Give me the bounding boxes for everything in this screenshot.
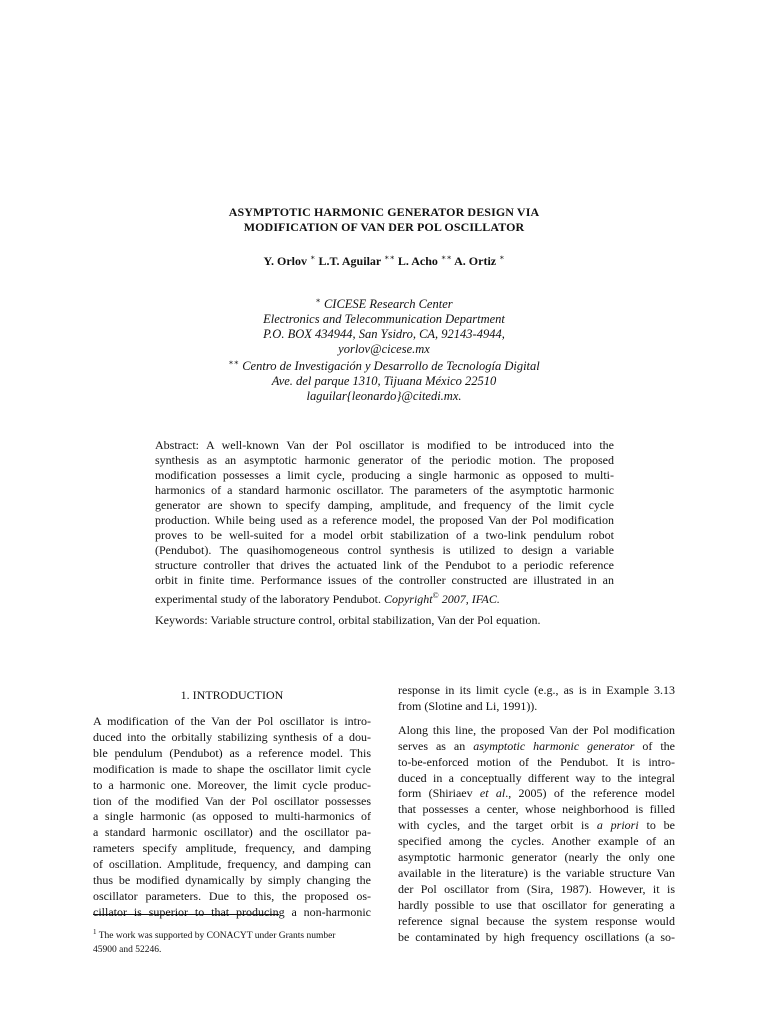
footnote-rule <box>93 914 279 915</box>
body-line: oscillator parameters. Due to this, the proposed os- <box>93 888 371 903</box>
body-line: tion of the modified Van der Pol oscillator possesses <box>93 793 371 808</box>
body-line: duced in a conceptually different way to the integral <box>398 770 675 785</box>
affiliation-text: Centro de Investigación y Desarrollo de Tecnología Digital <box>242 359 540 374</box>
body-line: der Pol oscillator from (Sira, 1987). However, it is <box>398 881 675 896</box>
abstract-line: Abstract: A well-known Van der Pol oscillator is modified to be introduced into the <box>155 438 614 452</box>
abstract-line <box>155 588 614 607</box>
body-line <box>398 818 675 834</box>
abstract-text: experimental study of the laboratory Pendubot. <box>155 592 384 606</box>
body-line: specified among the cycles. Another example of an <box>398 834 675 849</box>
body-line: thus be modified dynamically by simply changing the <box>93 873 371 888</box>
body-line: asymptotic harmonic generator (nearly the only one <box>398 850 675 865</box>
author-name: L.T. Aguilar <box>318 254 382 268</box>
emphasis-text: a priori <box>596 818 639 833</box>
affiliation-line: P.O. BOX 434944, San Ysidro, CA, 92143-4944, <box>263 326 505 341</box>
affiliation-line <box>0 294 768 312</box>
title-line: MODIFICATION OF VAN DER POL OSCILLATOR <box>243 220 525 234</box>
footnote-line: 45900 and 52246. <box>93 945 162 956</box>
body-line <box>398 739 675 755</box>
body-line: Along this line, the proposed Van der Pol modification <box>398 722 675 737</box>
body-line: that possesses a center, whose neighborhood is filled <box>398 802 675 817</box>
body-text: ., 2005) of the reference model <box>505 786 675 801</box>
right-column <box>398 683 675 946</box>
body-line: modification is made to shape the oscillator limit cycle <box>93 761 371 776</box>
footnote-text: The work was supported by CONACYT under Grants number <box>96 931 336 942</box>
body-line: ble pendulum (Pendubot) as a reference model. This <box>93 745 371 760</box>
body-text: to be <box>638 818 675 833</box>
paper-title <box>0 205 768 235</box>
body-line: reference signal because the system response would <box>398 913 675 928</box>
body-line: A modification of the Van der Pol oscillator is intro- <box>93 714 371 728</box>
body-line: of oscillation. Amplitude, frequency, and damping can <box>93 857 371 872</box>
author-mark: ∗∗ <box>440 253 452 262</box>
abstract-line: production. While being used as a reference model, the proposed Van der Pol modification <box>155 513 614 527</box>
body-line <box>398 786 675 802</box>
affiliation-line: Electronics and Telecommunication Department <box>263 311 505 326</box>
abstract-line: harmonics of a standard harmonic oscillator. The parameters of the asymptotic harmonic <box>155 483 614 497</box>
abstract-line: synthesis as an asymptotic harmonic generator of the periodic motion. The proposed <box>155 453 614 467</box>
author-mark: ∗ <box>499 253 505 262</box>
affiliation-mark: ∗ <box>315 296 321 305</box>
body-line: response in its limit cycle (e.g., as is in Example 3.13 <box>398 683 675 697</box>
abstract-line: generator are shown to specify damping, amplitude, and frequency of the limit cycle <box>155 498 614 512</box>
affiliation-text: CICESE Research Center <box>323 297 453 312</box>
section-heading: 1. INTRODUCTION <box>180 688 284 702</box>
author-name: Y. Orlov <box>263 254 307 268</box>
author-name: L. Acho <box>397 254 438 268</box>
affiliation-email: yorlov@cicese.mx <box>338 341 430 356</box>
body-line: duced into the orbitally stabilizing synthesis of a dou- <box>93 729 371 744</box>
affiliations <box>0 294 768 404</box>
copyright-text: 2007, IFAC. <box>438 592 500 606</box>
footnote-line <box>93 925 371 943</box>
body-line: available in the literature) is the variable structure Van <box>398 865 675 880</box>
body-line: cillator is superior to that producing a non-harmonic <box>93 904 371 919</box>
author-mark: ∗∗ <box>384 253 395 262</box>
abstract-line: modification possesses a limit cycle, producing a single harmonic as opposed to multi- <box>155 468 614 482</box>
emphasis-text: asymptotic harmonic generator <box>473 738 635 753</box>
author-list <box>0 250 768 269</box>
body-text: form (Shiriaev <box>398 786 480 801</box>
footnote-mark: 1 <box>93 928 97 936</box>
body-text: with cycles, and the target orbit is <box>398 818 597 833</box>
body-line: to a harmonic one. Moreover, the limit cycle produc- <box>93 777 371 792</box>
emphasis-text: et al <box>479 786 506 801</box>
body-line: be contaminated by high frequency oscillations (a so- <box>398 929 675 944</box>
keywords: Keywords: Variable structure control, orbital stabilization, Van der Pol equation. <box>155 613 541 627</box>
copyright-symbol: © <box>432 591 439 600</box>
body-line: to-be-enforced motion of the Pendubot. It is intro- <box>398 754 675 769</box>
abstract-line: (Pendubot). The quasihomogeneous control synthesis is utilized to design a variable <box>155 543 614 557</box>
body-line: a standard harmonic oscillator) and the oscillator pa- <box>93 825 371 840</box>
footnote <box>93 925 371 957</box>
body-text: serves as an <box>398 738 474 753</box>
body-line: a single harmonic (as opposed to multi-harmonics of <box>93 809 371 824</box>
body-line: rameters specify amplitude, frequency, and damping <box>93 841 371 856</box>
abstract-line: structure controller that drives the actuated link of the Pendubot to a periodic reference <box>155 558 614 572</box>
affiliation-line: Ave. del parque 1310, Tijuana México 22510 <box>271 374 497 389</box>
abstract-line: proves to be well-suited for a model orbit stabilization of a two-link pendulum robot <box>155 528 614 542</box>
affiliation-email: laguilar{leonardo}@citedi.mx. <box>306 389 462 404</box>
title-line: ASYMPTOTIC HARMONIC GENERATOR DESIGN VIA <box>228 205 540 219</box>
body-text: of the <box>634 738 676 753</box>
left-column <box>93 714 371 921</box>
affiliation-mark: ∗∗ <box>228 358 240 368</box>
author-mark: ∗ <box>310 253 316 262</box>
copyright-word: Copyright <box>383 592 433 606</box>
body-line: hardly possible to use that oscillator for generating a <box>398 897 675 912</box>
affiliation-line <box>0 356 768 374</box>
author-name: A. Ortiz <box>454 254 497 268</box>
abstract <box>155 438 614 607</box>
abstract-line: orbit in finite time. Performance issues of the controller constructed are illustrated in an <box>155 573 614 587</box>
body-line: from (Slotine and Li, 1991)). <box>398 698 538 713</box>
